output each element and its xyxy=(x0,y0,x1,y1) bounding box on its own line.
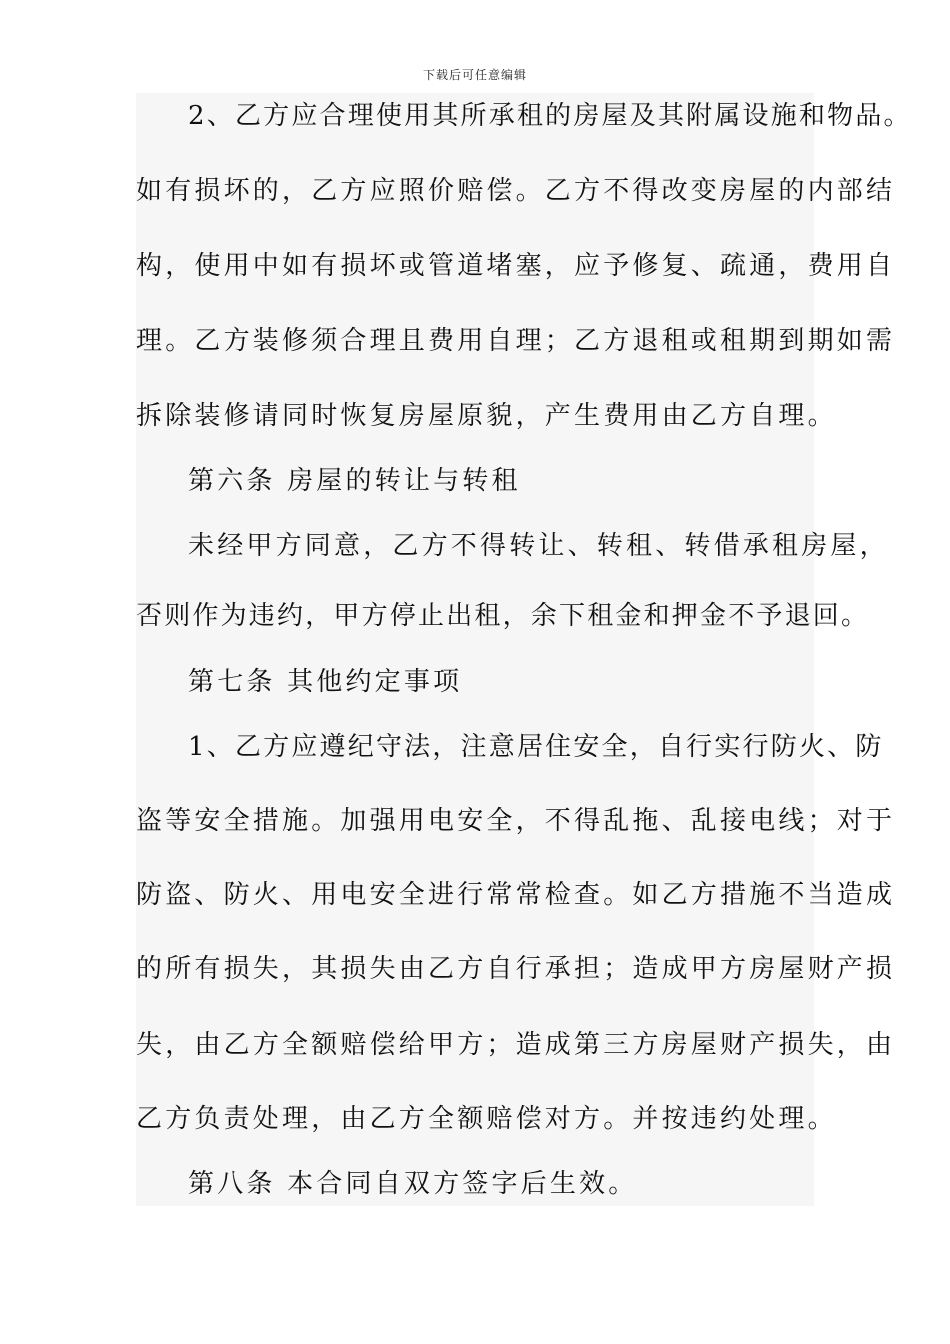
paragraph-line: 拆除装修请同时恢复房屋原貌，产生费用由乙方自理。 xyxy=(136,401,837,431)
section-heading-article-8: 第八条 本合同自双方签字后生效。 xyxy=(188,1169,638,1199)
paragraph-line: 理。乙方装修须合理且费用自理；乙方退租或租期到期如需 xyxy=(136,326,896,356)
section-heading-article-6: 第六条 房屋的转让与转租 xyxy=(188,466,521,496)
section-heading-article-7: 第七条 其他约定事项 xyxy=(188,667,463,697)
document-body xyxy=(136,93,912,1206)
paragraph-line: 2、乙方应合理使用其所承租的房屋及其附属设施和物品。 xyxy=(188,101,912,131)
paragraph-line: 否则作为违约，甲方停止出租，余下租金和押金不予退回。 xyxy=(136,601,870,631)
paragraph-line: 的所有损失，其损失由乙方自行承担；造成甲方房屋财产损 xyxy=(136,954,896,984)
paragraph-line: 失，由乙方全额赔偿给甲方；造成第三方房屋财产损失，由 xyxy=(136,1030,896,1060)
paragraph-line: 1、乙方应遵纪守法，注意居住安全，自行实行防火、防 xyxy=(188,732,884,762)
paragraph-line: 盗等安全措施。加强用电安全，不得乱拖、乱接电线；对于 xyxy=(136,806,896,836)
paragraph-line: 构，使用中如有损坏或管道堵塞，应予修复、疏通，费用自 xyxy=(136,251,896,281)
page-header-note: 下载后可任意编辑 xyxy=(422,68,527,82)
paragraph-line: 防盗、防火、用电安全进行常常检查。如乙方措施不当造成 xyxy=(136,880,896,910)
paragraph-line: 未经甲方同意，乙方不得转让、转租、转借承租房屋， xyxy=(188,531,889,561)
paragraph-line: 乙方负责处理，由乙方全额赔偿对方。并按违约处理。 xyxy=(136,1104,837,1134)
paragraph-line: 如有损坏的，乙方应照价赔偿。乙方不得改变房屋的内部结 xyxy=(136,176,896,206)
